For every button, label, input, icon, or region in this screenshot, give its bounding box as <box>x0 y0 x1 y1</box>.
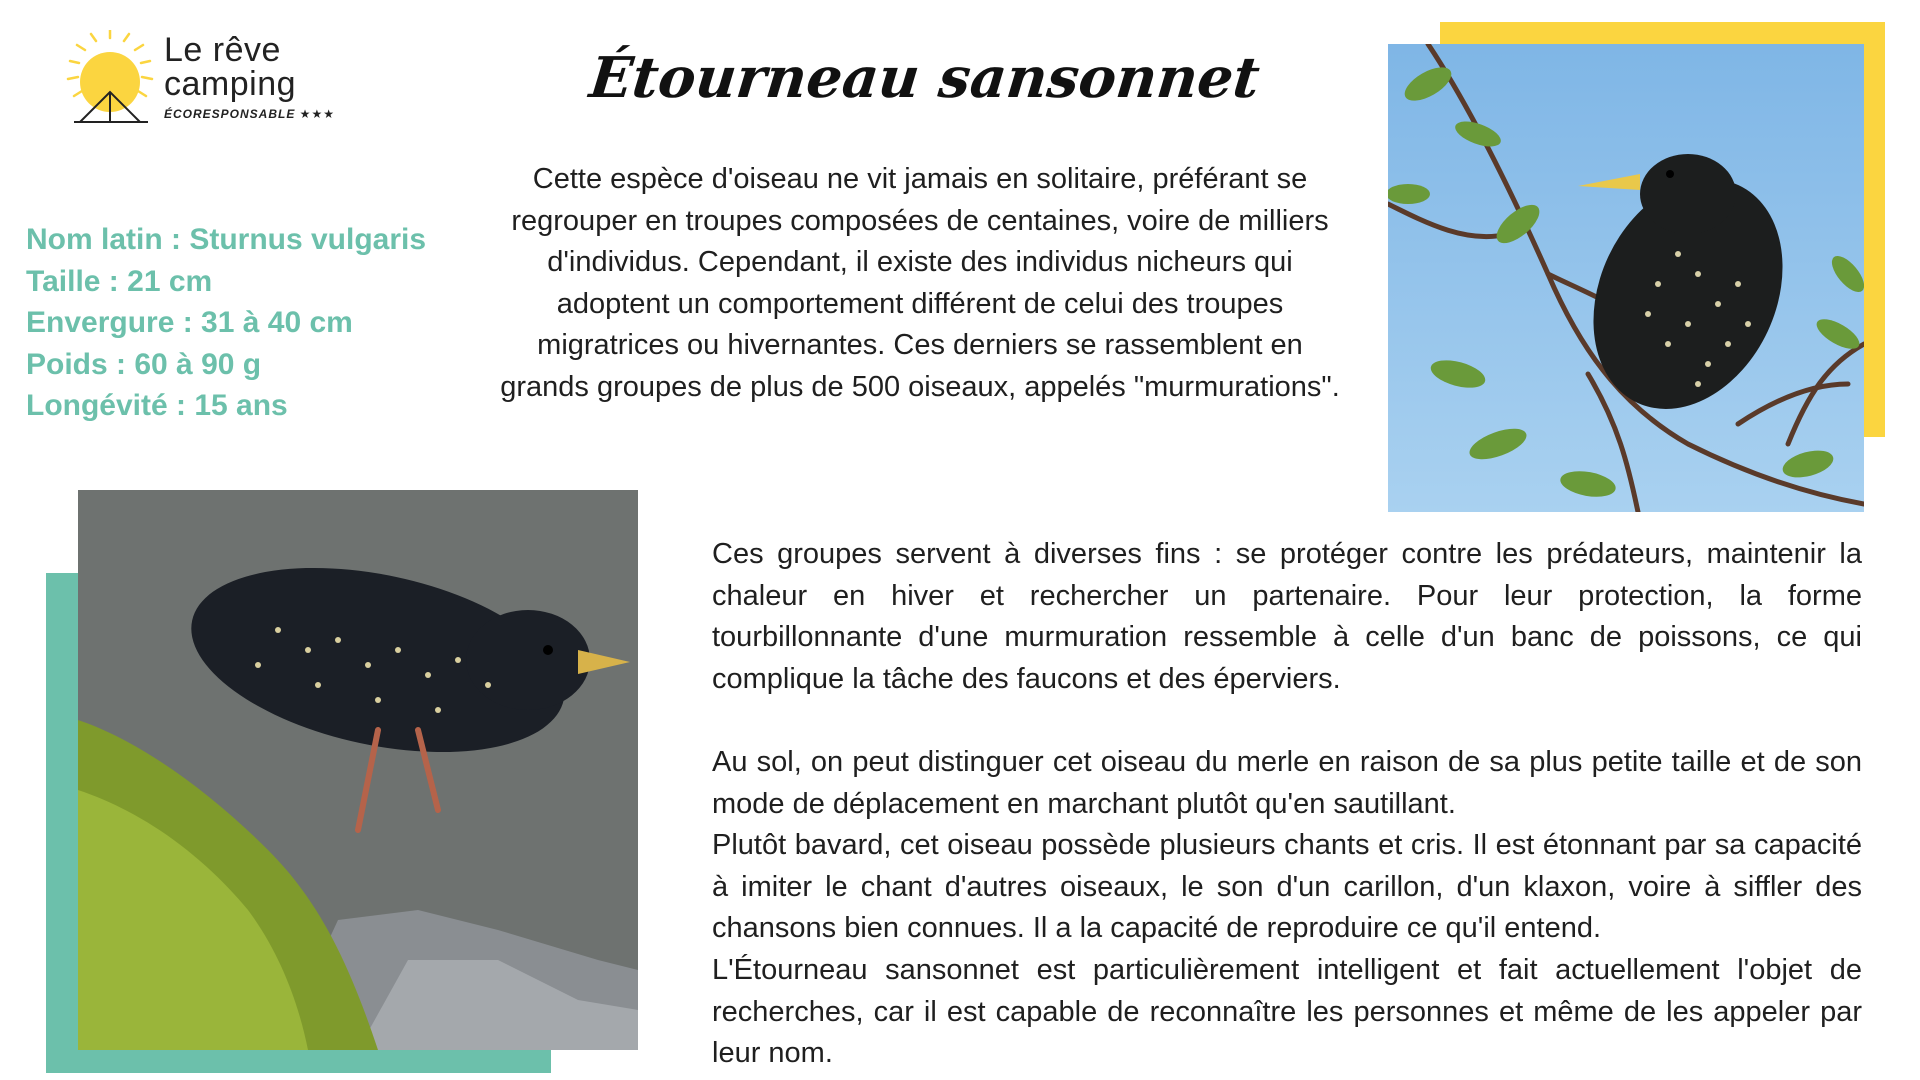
fact-longevity: Longévité : 15 ans <box>26 389 288 422</box>
body-text <box>712 534 1862 1075</box>
starling-on-branch-image <box>1388 44 1864 512</box>
brand-logo <box>40 30 360 130</box>
fact-weight: Poids : 60 à 90 g <box>26 347 262 381</box>
fact-wingspan: Envergure : 31 à 40 cm <box>26 306 353 339</box>
body-paragraph-2: Au sol, on peut distinguer cet oiseau du merle en raison de sa plus petite taille et de son mode de déplacement en marchant plutôt qu'en sautillant. <box>712 745 1862 820</box>
starling-on-moss-image <box>78 490 638 1050</box>
intro-paragraph: Cette espèce d'oiseau ne vit jamais en solitaire, préférant se regrouper en troupes composées de centaines, voire de milliers d'individus. Cependant, il existe des individus nicheurs qui adoptent un comportement différent de celui des troupes migratrices ou hivernantes. Ces derniers se rassemblent en grands groupes de plus de 500 oiseaux, appelés "murmurations". <box>500 163 1340 403</box>
sun-tent-icon <box>40 30 162 130</box>
fact-latin-name: Nom latin : Sturnus vulgaris <box>26 223 427 256</box>
paragraph-gap <box>712 700 1862 742</box>
body-paragraph-4: L'Étourneau sansonnet est particulièrement intelligent et fait actuellement l'objet de recherches, car il est capable de reconnaître les personnes et même de les appeler par leur nom. <box>712 953 1862 1070</box>
page-title: Étourneau sansonnet <box>586 45 1263 111</box>
body-paragraph-3: Plutôt bavard, cet oiseau possède plusieurs chants et cris. Il est étonnant par sa capacité à imiter le chant d'autres oiseaux, le son d'un carillon, d'un klaxon, voire à siffler des chansons bien connues. Il a la capacité de reproduire ce qu'il entend. <box>712 829 1862 945</box>
logo-tagline: ÉCORESPONSABLE ★★★ <box>164 107 335 121</box>
body-paragraph-1: Ces groupes servent à diverses fins : se protéger contre les prédateurs, maintenir la chaleur en hiver et rechercher un partenaire. Pour leur protection, la forme tourbillonnante d'une murmuration ressemble à celle d'un banc de poissons, ce qui complique la tâche des faucons et des éperviers. <box>712 538 1862 695</box>
logo-line-1: Le rêve <box>164 31 281 69</box>
fact-size: Taille : 21 cm <box>26 264 213 298</box>
logo-line-2: camping <box>164 65 297 103</box>
species-facts <box>26 219 466 427</box>
